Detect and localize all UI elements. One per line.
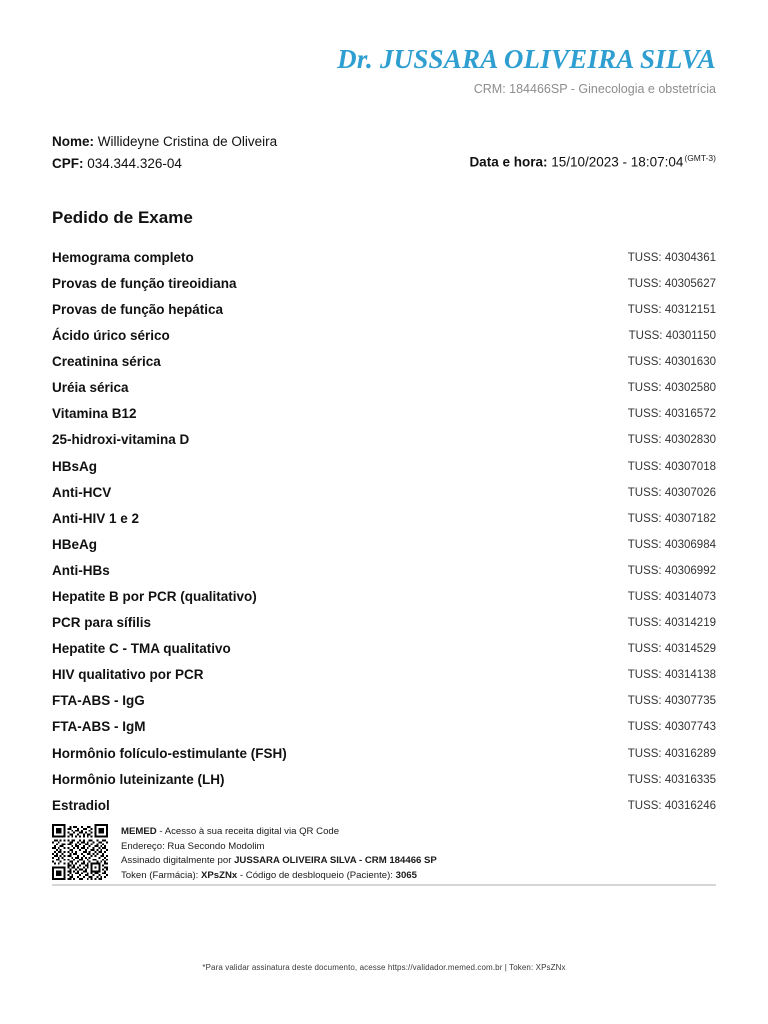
token-label: Token (Farmácia): bbox=[121, 869, 201, 881]
exam-tuss-code: TUSS: 40314073 bbox=[627, 590, 716, 603]
exam-name: Hormônio folículo-estimulante (FSH) bbox=[52, 745, 287, 761]
exam-tuss-code: TUSS: 40302580 bbox=[627, 382, 716, 395]
datetime-value: 15/10/2023 - 18:07:04 bbox=[551, 154, 684, 170]
exam-tuss-code: TUSS: 40302830 bbox=[627, 434, 716, 447]
exam-row bbox=[52, 328, 716, 354]
exam-list bbox=[52, 250, 716, 824]
exam-name: Anti-HCV bbox=[52, 484, 112, 500]
exam-tuss-code: TUSS: 40314219 bbox=[627, 617, 716, 630]
exam-row bbox=[52, 511, 716, 537]
exam-name: Hepatite B por PCR (qualitativo) bbox=[52, 588, 257, 604]
exam-name: HBeAg bbox=[52, 536, 98, 552]
patient-cpf-label: CPF: bbox=[52, 155, 84, 171]
exam-name: Anti-HIV 1 e 2 bbox=[52, 510, 140, 526]
signed-prefix: Assinado digitalmente por bbox=[121, 855, 235, 867]
exam-name: HIV qualitativo por PCR bbox=[52, 667, 204, 683]
patient-cpf-row bbox=[52, 153, 277, 175]
patient-name-row bbox=[52, 131, 277, 153]
signature-divider bbox=[52, 884, 716, 886]
exam-tuss-code: TUSS: 40304361 bbox=[627, 251, 716, 264]
datetime-label: Data e hora: bbox=[469, 154, 548, 170]
exam-tuss-code: TUSS: 40316289 bbox=[627, 747, 716, 760]
unlock-code-value: 3065 bbox=[395, 869, 417, 881]
exam-tuss-code: TUSS: 40307182 bbox=[627, 512, 716, 525]
exam-tuss-code: TUSS: 40316335 bbox=[627, 773, 716, 786]
exam-row bbox=[52, 641, 716, 667]
datetime-info bbox=[469, 131, 716, 170]
memed-brand-suffix: - Acesso à sua receita digital via QR Code bbox=[156, 826, 340, 837]
unlock-label: - Código de desbloqueio (Paciente): bbox=[237, 869, 396, 881]
patient-name-value: Willideyne Cristina de Oliveira bbox=[97, 134, 278, 150]
address-label: Endereço: bbox=[121, 840, 165, 852]
validation-footer: *Para validar assinatura deste documento, acesse https://validador.memed.com.br | Token: XPsZNx bbox=[202, 963, 566, 972]
exam-name: FTA-ABS - IgM bbox=[52, 719, 146, 735]
signature-address-line bbox=[121, 840, 437, 855]
exam-tuss-code: TUSS: 40301630 bbox=[627, 356, 716, 369]
exam-name: Hormônio luteinizante (LH) bbox=[52, 771, 225, 787]
exam-tuss-code: TUSS: 40307026 bbox=[627, 486, 716, 499]
exam-name: PCR para sífilis bbox=[52, 615, 152, 631]
signature-signed-line bbox=[121, 854, 437, 869]
signed-doctor-name: JUSSARA OLIVEIRA SILVA - CRM 184466 SP bbox=[234, 855, 437, 867]
exam-tuss-code: TUSS: 40314138 bbox=[627, 669, 716, 682]
exam-name: Uréia sérica bbox=[52, 380, 129, 396]
qr-code-icon bbox=[52, 824, 108, 880]
exam-tuss-code: TUSS: 40312151 bbox=[627, 303, 716, 316]
memed-brand-label: MEMED bbox=[121, 826, 157, 837]
exam-name: Hemograma completo bbox=[52, 249, 194, 265]
exam-row bbox=[52, 693, 716, 719]
page-title: Pedido de Exame bbox=[52, 207, 193, 227]
exam-tuss-code: TUSS: 40305627 bbox=[627, 277, 716, 290]
exam-row bbox=[52, 302, 716, 328]
exam-tuss-code: TUSS: 40307743 bbox=[627, 721, 716, 734]
signature-details bbox=[121, 824, 437, 883]
datetime-timezone: (GMT-3) bbox=[684, 153, 716, 164]
exam-tuss-code: TUSS: 40306992 bbox=[627, 564, 716, 577]
exam-row bbox=[52, 537, 716, 563]
exam-row bbox=[52, 276, 716, 302]
exam-name: Estradiol bbox=[52, 797, 110, 813]
doctor-crm-specialty: CRM: 184466SP - Ginecologia e obstetrícia bbox=[473, 82, 716, 97]
exam-tuss-code: TUSS: 40316246 bbox=[627, 799, 716, 812]
exam-tuss-code: TUSS: 40314529 bbox=[627, 643, 716, 656]
exam-name: Hepatite C - TMA qualitativo bbox=[52, 641, 231, 657]
exam-tuss-code: TUSS: 40307018 bbox=[627, 460, 716, 473]
exam-row bbox=[52, 667, 716, 693]
exam-name: HBsAg bbox=[52, 458, 98, 474]
signature-brand-line bbox=[121, 825, 437, 840]
exam-name: Creatinina sérica bbox=[52, 354, 161, 370]
patient-cpf-value: 034.344.326-04 bbox=[87, 155, 182, 171]
exam-name: Vitamina B12 bbox=[52, 406, 137, 422]
exam-row bbox=[52, 406, 716, 432]
address-value: Rua Secondo Modolim bbox=[164, 840, 265, 852]
exam-row bbox=[52, 563, 716, 589]
exam-row bbox=[52, 380, 716, 406]
exam-name: FTA-ABS - IgG bbox=[52, 693, 145, 709]
patient-meta-block bbox=[52, 131, 716, 175]
exam-tuss-code: TUSS: 40301150 bbox=[628, 330, 716, 343]
exam-row bbox=[52, 772, 716, 798]
patient-info bbox=[52, 131, 277, 175]
signature-token-line bbox=[121, 869, 437, 884]
exam-row bbox=[52, 719, 716, 745]
exam-row bbox=[52, 746, 716, 772]
exam-tuss-code: TUSS: 40306984 bbox=[627, 538, 716, 551]
exam-row bbox=[52, 485, 716, 511]
exam-row bbox=[52, 589, 716, 615]
exam-name: Provas de função hepática bbox=[52, 301, 224, 317]
token-value: XPsZNx bbox=[200, 869, 238, 881]
exam-row bbox=[52, 250, 716, 276]
exam-row bbox=[52, 432, 716, 458]
digital-signature-block bbox=[52, 824, 716, 883]
doctor-name: Dr. JUSSARA OLIVEIRA SILVA bbox=[337, 44, 716, 74]
exam-name: Provas de função tireoidiana bbox=[52, 275, 237, 291]
document-header bbox=[52, 0, 716, 96]
exam-row bbox=[52, 615, 716, 641]
patient-name-label: Nome: bbox=[52, 134, 95, 150]
exam-tuss-code: TUSS: 40316572 bbox=[627, 408, 716, 421]
exam-name: 25-hidroxi-vitamina D bbox=[52, 432, 190, 448]
exam-row bbox=[52, 459, 716, 485]
exam-name: Anti-HBs bbox=[52, 562, 110, 578]
exam-row bbox=[52, 354, 716, 380]
exam-tuss-code: TUSS: 40307735 bbox=[627, 695, 716, 708]
exam-name: Ácido úrico sérico bbox=[52, 328, 170, 344]
exam-row bbox=[52, 798, 716, 824]
